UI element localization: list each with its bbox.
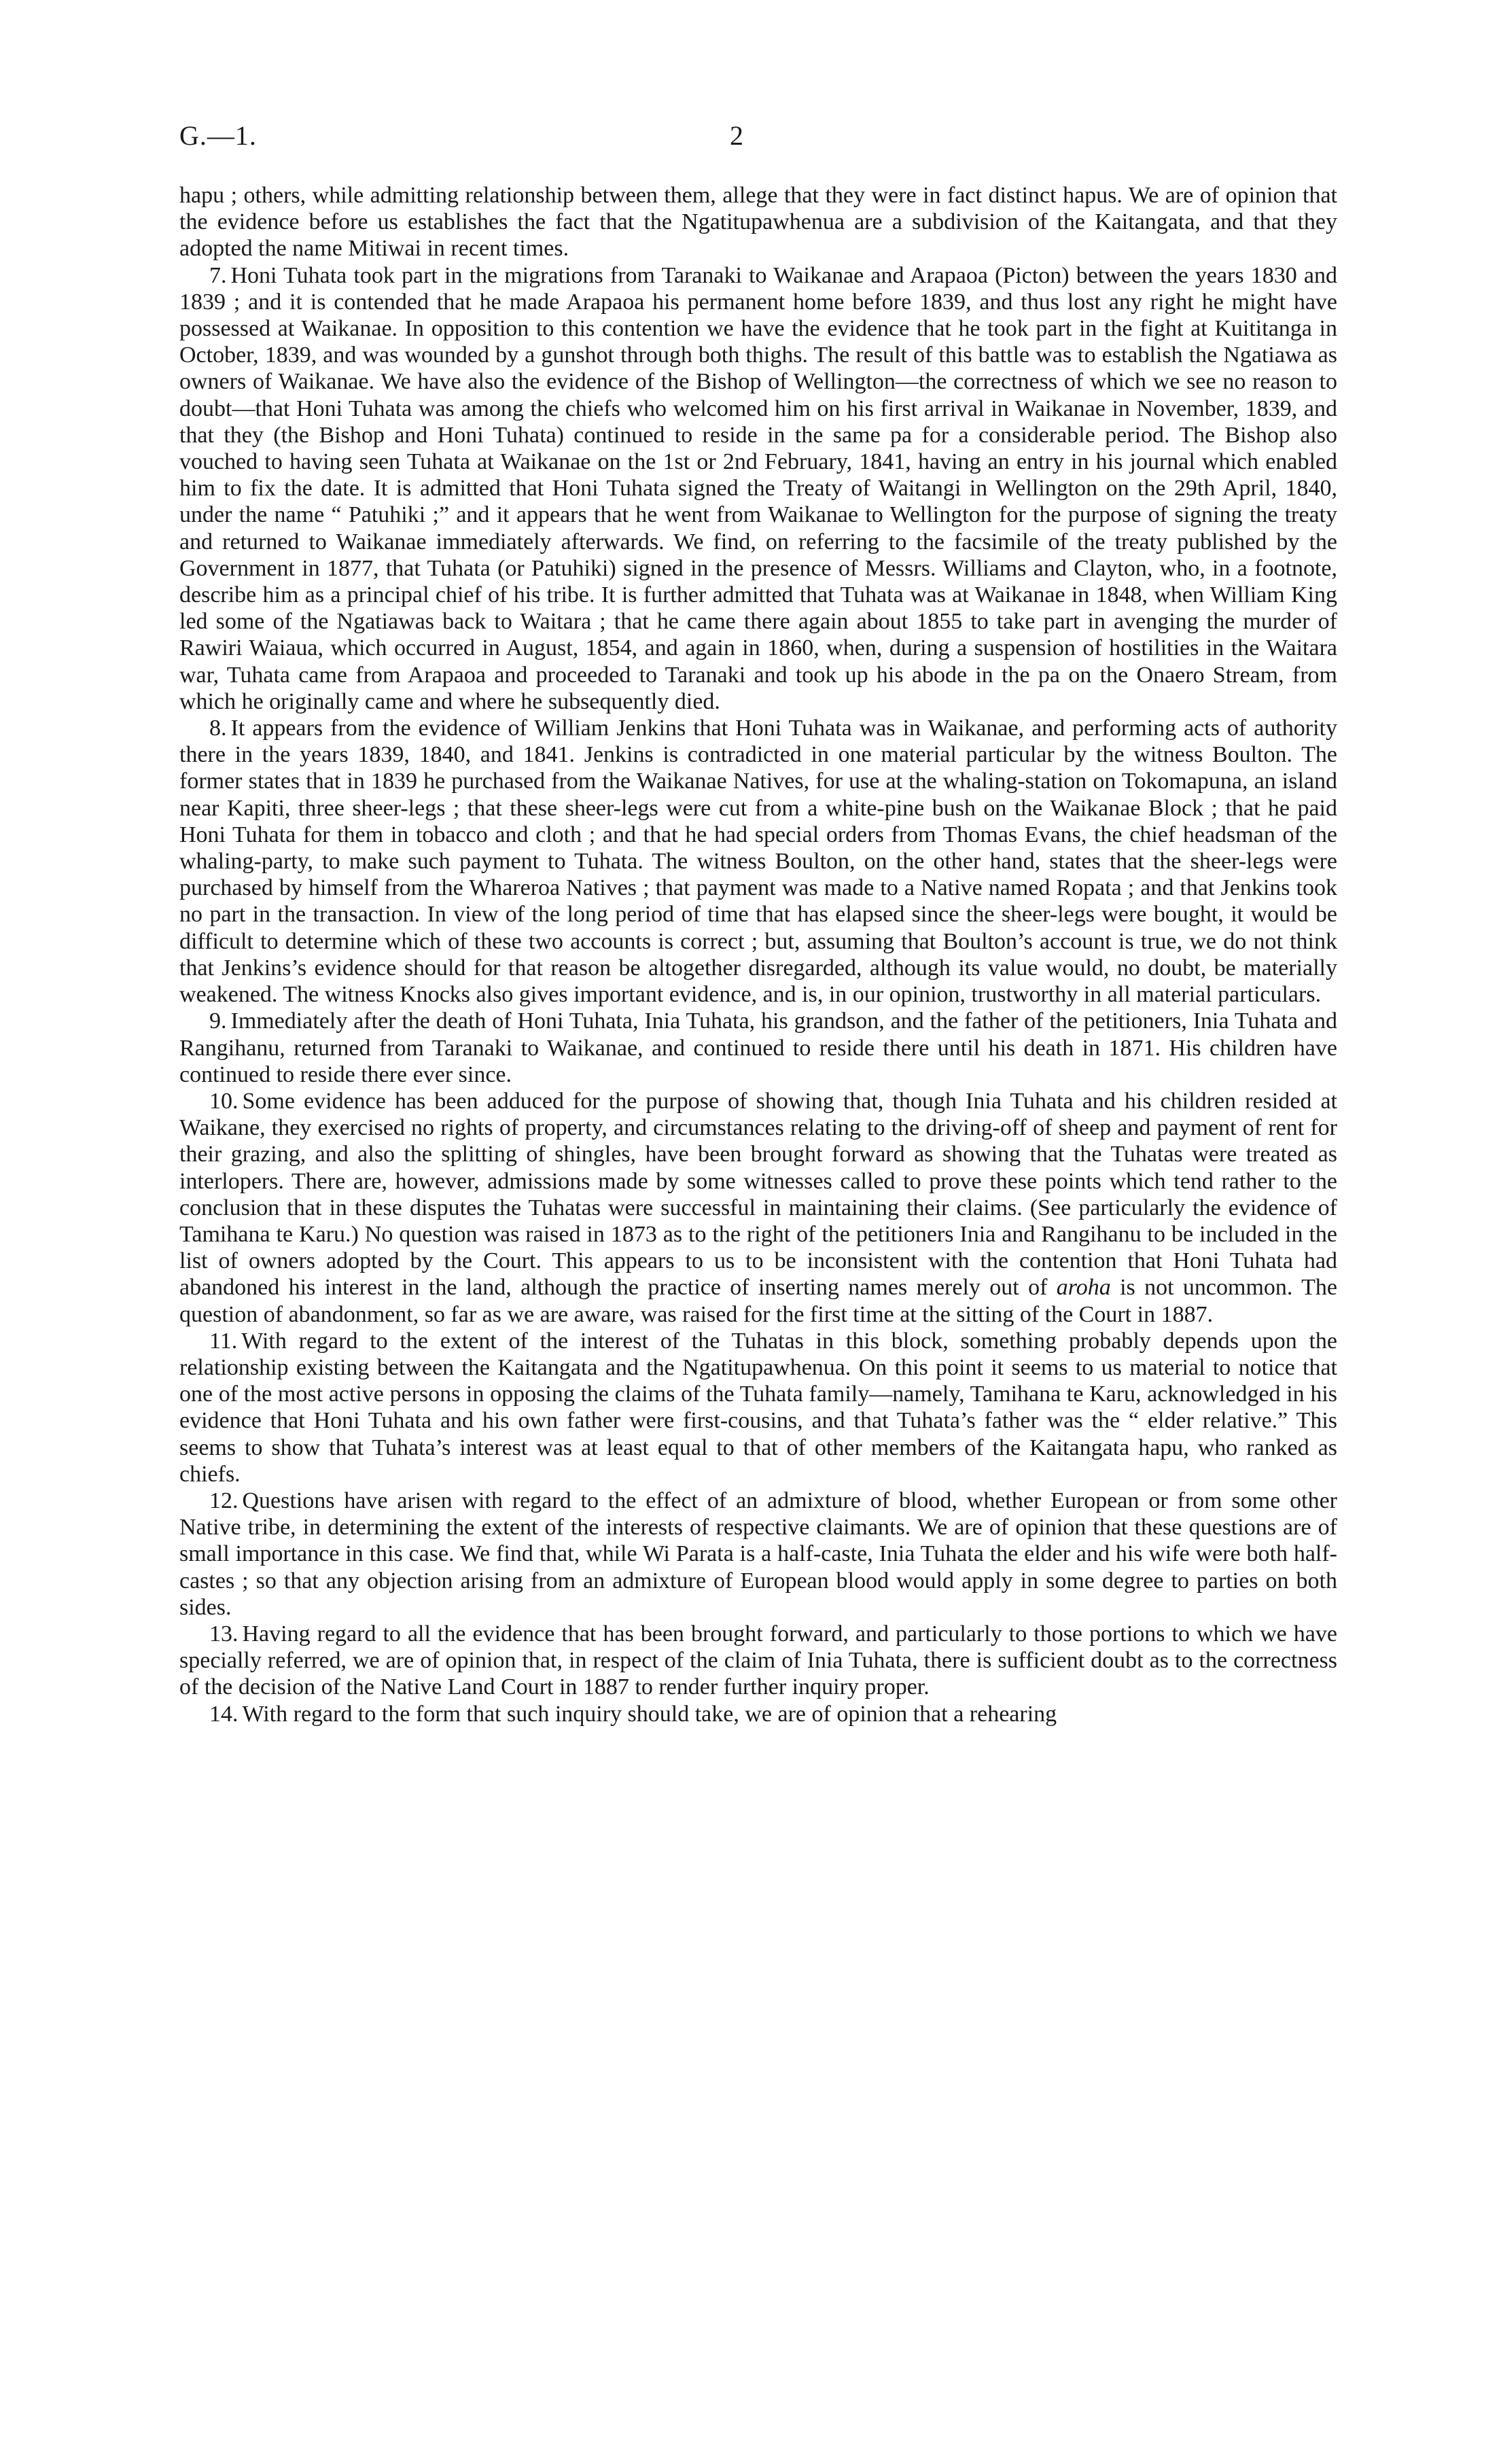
paragraph-9 <box>179 1008 1337 1088</box>
paragraph-text: With regard to the form that such inquiry should take, we are of opinion that a rehearing <box>242 1701 1057 1727</box>
paragraph-10 <box>179 1088 1337 1328</box>
page-number: 2 <box>730 120 743 151</box>
paragraph-number: 14. <box>209 1701 239 1727</box>
paragraph-11 <box>179 1328 1337 1488</box>
paragraph-text: Immediately after the death of Honi Tuhata, Inia Tuhata, his grandson, and the father of the petitioners, Inia Tuhata and Rangihanu, returned from Taranaki to Waikanae, and continued to reside there until his death in 1871. His children have continued to reside there ever since. <box>179 1008 1337 1087</box>
paragraph-number: 13. <box>209 1621 239 1647</box>
paragraph-text: Some evidence has been adduced for the purpose of showing that, though Inia Tuhata and his children resided at Waikane, they exercised no rights of property, and circumstances relating to the driving-off of sheep and payment of rent for their grazing, and also the splitting of shingles, have been brought forward as showing that the Tuhatas were treated as interlopers. There are, however, admissions made by some witnesses called to prove these points which tend rather to the conclusion that in these disputes the Tuhatas were successful in maintaining their claims. (See particularly the evidence of Tamihana te Karu.) No question was raised in 1873 as to the right of the petitioners Inia and Rangihanu to be included in the list of owners adopted by the Court. This appears to us to be inconsistent with the contention that Honi Tuhata had abandoned his interest in the land, although the practice of inserting names merely out of <box>179 1088 1337 1301</box>
paragraph-continued <box>179 182 1337 262</box>
paragraph-number: 11. <box>209 1328 238 1354</box>
paragraph-number: 9. <box>209 1008 227 1034</box>
paragraph-text: It appears from the evidence of William Jenkins that Honi Tuhata was in Waikanae, and performing acts of authority there in the years 1839, 1840, and 1841. Jenkins is contradicted in one material particular by the witness Boulton. The former states that in 1839 he purchased from the Waikanae Natives, for use at the whaling-station on Tokomapuna, an island near Kapiti, three sheer-legs ; that these sheer-legs were cut from a white-pine bush on the Waikanae Block ; that he paid Honi Tuhata for them in tobacco and cloth ; and that he had special orders from Thomas Evans, the chief headsman of the whaling-party, to make such payment to Tuhata. The witness Boulton, on the other hand, states that the sheer-legs were purchased by himself from the Whareroa Natives ; that payment was made to a Native named Ropata ; and that Jenkins took no part in the transaction. In view of the long period of time that has elapsed since the sheer-legs were bought, it would be difficult to determine which of these two accounts is correct ; but, assuming that Boulton’s account is true, we do not think that Jenkins’s evidence should for that reason be altogether disregarded, although its value would, no doubt, be materially weakened. The witness Knocks also gives important evidence, and is, in our opinion, trustworthy in all material particulars. <box>179 716 1337 1008</box>
paragraph-text: Having regard to all the evidence that has been brought forward, and particularly to those portions to which we have specially referred, we are of opinion that, in respect of the claim of Inia Tuhata, there is sufficient doubt as to the correctness of the decision of the Native Land Court in 1887 to render further inquiry proper. <box>179 1621 1337 1700</box>
document-reference: G.—1. <box>179 120 257 151</box>
paragraph-number: 12. <box>209 1488 239 1513</box>
running-head <box>179 120 1337 160</box>
paragraph-7 <box>179 262 1337 715</box>
paragraph-12 <box>179 1488 1337 1621</box>
paragraph-text-continued: is not uncommon. The question of abandonment, so far as we are aware, was raised for the first time at the sitting of the Court in 1887. <box>179 1275 1337 1327</box>
paragraph-8 <box>179 715 1337 1008</box>
italic-term: aroha <box>1056 1275 1111 1301</box>
paragraph-text: hapu ; others, while admitting relationship between them, allege that they were in fact distinct hapus. We are of opinion that the evidence before us establishes the fact that the Ngatitupawhenua are a subdivision of the Kaitangata, and that they adopted the name Mitiwai in recent times. <box>179 183 1337 262</box>
paragraph-number: 7. <box>209 262 227 288</box>
body-text <box>179 182 1337 1727</box>
paragraph-13 <box>179 1621 1337 1701</box>
paragraph-number: 10. <box>209 1088 239 1114</box>
paragraph-text: Questions have arisen with regard to the effect of an admixture of blood, whether European or from some other Native tribe, in determining the extent of the interests of respective claimants. We are of opinion that these questions are of small importance in this case. We find that, while Wi Parata is a half-caste, Inia Tuhata the elder and his wife were both half-castes ; so that any objection arising from an admixture of European blood would apply in some degree to parties on both sides. <box>179 1488 1337 1620</box>
paragraph-text: Honi Tuhata took part in the migrations from Taranaki to Waikanae and Arapaoa (Picton) between the years 1830 and 1839 ; and it is contended that he made Arapaoa his permanent home before 1839, and thus lost any right he might have possessed at Waikanae. In opposition to this contention we have the evidence that he took part in the fight at Kuititanga in October, 1839, and was wounded by a gunshot through both thighs. The result of this battle was to establish the Ngatiawa as owners of Waikanae. We have also the evidence of the Bishop of Wellington—the correctness of which we see no reason to doubt—that Honi Tuhata was among the chiefs who welcomed him on his first arrival in Waikanae in November, 1839, and that they (the Bishop and Honi Tuhata) continued to reside in the same pa for a considerable period. The Bishop also vouched to having seen Tuhata at Waikanae on the 1st or 2nd February, 1841, having an entry in his journal which enabled him to fix the date. It is admitted that Honi Tuhata signed the Treaty of Waitangi in Wellington on the 29th April, 1840, under the name “ Patuhiki ;” and it appears that he went from Waikanae to Wellington for the purpose of signing the treaty and returned to Waikanae immediately afterwards. We find, on referring to the facsimile of the treaty published by the Government in 1877, that Tuhata (or Patuhiki) signed in the presence of Messrs. Williams and Clayton, who, in a footnote, describe him as a principal chief of his tribe. It is further admitted that Tuhata was at Waikanae in 1848, when William King led some of the Ngatiawas back to Waitara ; that he came there again about 1855 to take part in avenging the murder of Rawiri Waiaua, which occurred in August, 1854, and again in 1860, when, during a suspension of hostilities in the Waitara war, Tuhata came from Arapaoa and proceeded to Taranaki and took up his abode in the pa on the Onaero Stream, from which he originally came and where he subsequently died. <box>179 262 1337 714</box>
paragraph-text: With regard to the extent of the interest of the Tuhatas in this block, something probably depends upon the relationship existing between the Kaitangata and the Ngatitupawhenua. On this point it seems to us material to notice that one of the most active persons in opposing the claims of the Tuhata family—namely, Tamihana te Karu, acknowledged in his evidence that Honi Tuhata and his own father were first-cousins, and that Tuhata’s father was the “ elder relative.” This seems to show that Tuhata’s interest was at least equal to that of other members of the Kaitangata hapu, who ranked as chiefs. <box>179 1328 1337 1487</box>
paragraph-14 <box>179 1701 1337 1727</box>
paragraph-number: 8. <box>209 716 227 741</box>
